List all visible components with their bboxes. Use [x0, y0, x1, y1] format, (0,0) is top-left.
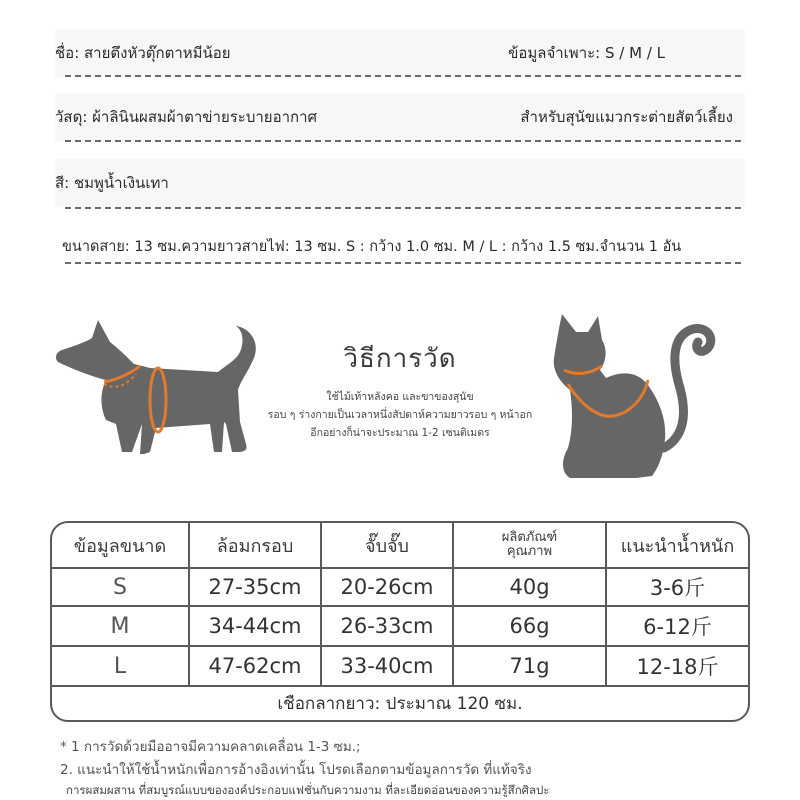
table-cell: 6-12斤 — [607, 607, 748, 647]
divider — [65, 75, 741, 77]
product-material: วัสดุ: ผ้าลินินผสมผ้าตาข่ายระบายอากาศ — [55, 108, 318, 126]
table-cell: 26-33cm — [322, 607, 454, 647]
product-color: สี: ชมพูน้ำเงินเทา — [55, 174, 169, 192]
note-2: 2. แนะนำให้ใช้น้ำหนักเพื่อการอ้างอิงเท่านั้น โปรดเลือกตามข้อมูลการวัด ที่แท้จริง — [60, 762, 532, 778]
table-header-quality — [454, 523, 607, 569]
cat-tail — [664, 329, 711, 448]
table-cell-size: M — [52, 607, 190, 647]
product-spec: ข้อมูลจำเพาะ: S / M / L — [508, 44, 665, 62]
cat-illustration — [540, 308, 750, 488]
table-cell: 12-18斤 — [607, 647, 748, 687]
spec-row-name — [55, 29, 745, 77]
size-table-grid — [52, 523, 748, 687]
table-header: จั๊บจั๊บ — [322, 523, 454, 569]
measure-desc-line: อีกอย่างก็น่าจะประมาณ 1-2 เซนติเมตร — [310, 427, 490, 439]
note-3: การผสมผสาน ที่สมบูรณ์แบบขององค์ประกอบแฟชั่นกับความงาม ที่ละเอียดอ่อนของความรู้สึกศิลปะ — [66, 783, 550, 797]
product-size: ขนาดสาย: 13 ซม.ความยาวสายไฟ: 13 ซม. S : กว้าง 1.0 ซม. M / L : กว้าง 1.5 ซม.จำนวน 1 อัน — [62, 238, 682, 255]
cat-silhouette — [554, 314, 665, 478]
table-header: แนะนำน้ำหนัก — [607, 523, 748, 569]
table-header: ข้อมูลขนาด — [52, 523, 190, 569]
table-header-line: คุณภาพ — [506, 544, 553, 559]
measure-desc-line: ใช้ไม้เท้าหลังคอ และขาของสุนัข — [326, 391, 474, 403]
table-cell: 20-26cm — [322, 569, 454, 607]
divider — [65, 262, 741, 264]
table-header-line: ผลิตภัณฑ์ — [501, 530, 558, 545]
measure-title: วิธีการวัด — [343, 344, 457, 374]
product-suitable: สำหรับสุนัขแมวกระต่ายสัตว์เลี้ยง — [520, 108, 733, 126]
dog-illustration — [50, 312, 270, 482]
table-cell: 71g — [454, 647, 607, 687]
table-header: ล้อมกรอบ — [190, 523, 322, 569]
note-1: * 1 การวัดด้วยมืออาจมีความคลาดเคลื่อน 1-3 ซม.; — [60, 739, 361, 755]
table-cell: 40g — [454, 569, 607, 607]
divider — [65, 207, 741, 209]
spec-row-material — [55, 93, 745, 141]
table-cell: 27-35cm — [190, 569, 322, 607]
table-cell-size: S — [52, 569, 190, 607]
dog-silhouette — [56, 320, 256, 454]
table-cell: 34-44cm — [190, 607, 322, 647]
table-cell: 66g — [454, 607, 607, 647]
table-footer: เชือกลากยาว: ประมาณ 120 ซม. — [277, 694, 523, 714]
spec-row-color — [55, 159, 745, 207]
table-cell: 47-62cm — [190, 647, 322, 687]
divider — [65, 140, 741, 142]
size-table — [50, 521, 750, 722]
measure-description — [250, 388, 550, 442]
table-cell: 33-40cm — [322, 647, 454, 687]
measure-desc-line: รอบ ๆ ร่างกายเป็นเวลาหนึ่งสัปดาห์ความยาวรอบ ๆ หน้าอก — [267, 409, 533, 421]
table-cell: 3-6斤 — [607, 569, 748, 607]
product-name: ชื่อ: สายตึงหัวตุ๊กตาหมีน้อย — [55, 44, 231, 62]
table-cell-size: L — [52, 647, 190, 687]
